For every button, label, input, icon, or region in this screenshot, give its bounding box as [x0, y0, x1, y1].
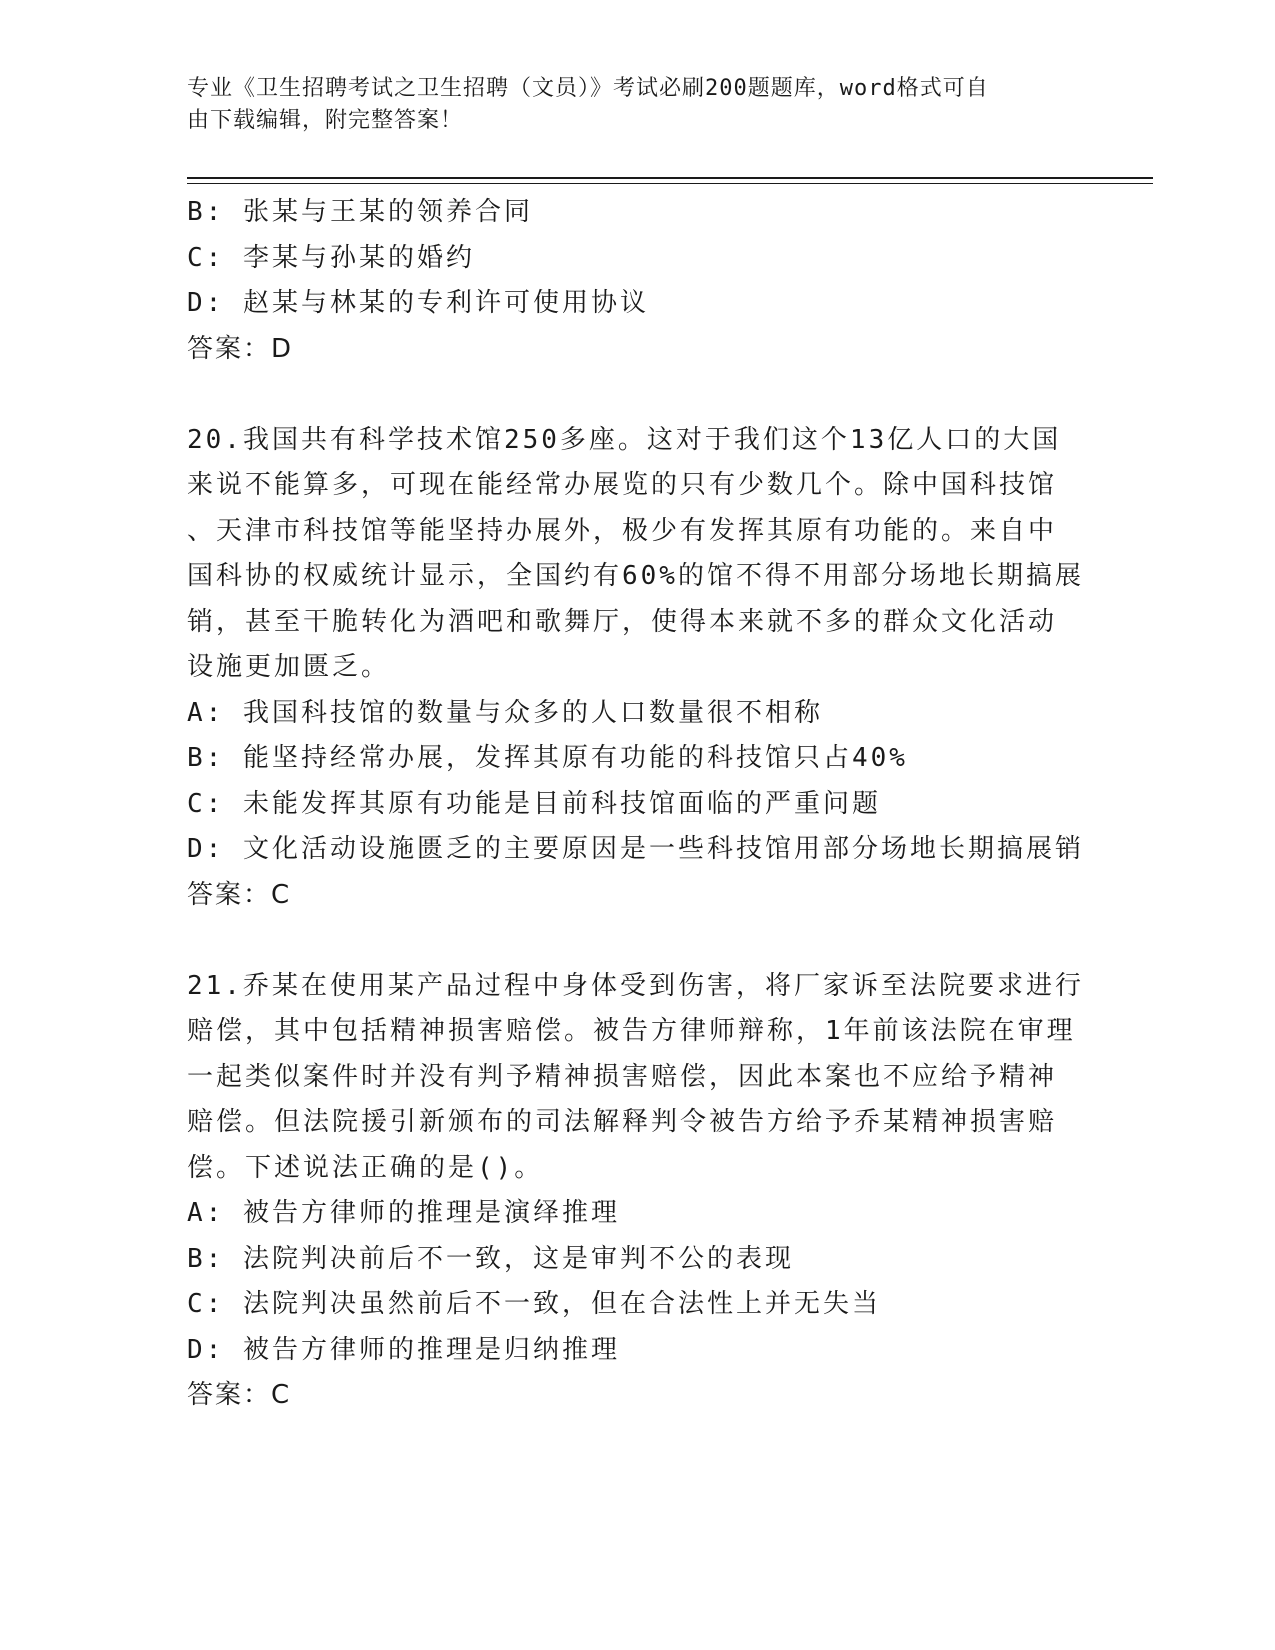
question-stem-line: 国科协的权威统计显示，全国约有60%的馆不得不用部分场地长期搞展	[187, 561, 1084, 591]
question-stem-line: 设施更加匮乏。	[187, 652, 391, 682]
header-divider-thick	[187, 177, 1153, 179]
option-a: A: 被告方律师的推理是演绎推理	[187, 1198, 620, 1228]
header-divider-thin	[187, 183, 1153, 184]
option-a: A: 我国科技馆的数量与众多的人口数量很不相称	[187, 697, 823, 728]
spacer	[187, 918, 1087, 964]
question-stem-line: 来说不能算多，可现在能经常办展览的只有少数几个。除中国科技馆	[187, 470, 1058, 500]
spacer	[187, 372, 1087, 418]
option-c: C: 法院判决虽然前后不一致，但在合法性上并无失当	[187, 1289, 881, 1319]
option-c: C: 李某与孙某的婚约	[187, 242, 475, 273]
option-b: B: 法院判决前后不一致，这是审判不公的表现	[187, 1243, 794, 1274]
question-stem-line: 21.乔某在使用某产品过程中身体受到伤害，将厂家诉至法院要求进行	[187, 970, 1084, 1001]
answer-label: 答案：C	[187, 879, 292, 910]
option-b: B: 张某与王某的领养合同	[187, 197, 533, 227]
option-b: B: 能坚持经常办展，发挥其原有功能的科技馆只占40%	[187, 743, 908, 773]
header-line-1: 专业《卫生招聘考试之卫生招聘（文员）》考试必刷200题题库，word格式可自	[187, 76, 989, 101]
question-stem-line: 销，甚至干脆转化为酒吧和歌舞厅，使得本来就不多的群众文化活动	[187, 606, 1058, 637]
question-21	[187, 964, 1087, 1419]
question-stem-line: 赔偿。但法院援引新颁布的司法解释判令被告方给予乔某精神损害赔	[187, 1107, 1058, 1137]
question-stem-line: 偿。下述说法正确的是()。	[187, 1152, 544, 1183]
document-header	[187, 73, 1067, 137]
option-c: C: 未能发挥其原有功能是目前科技馆面临的严重问题	[187, 788, 881, 819]
question-stem-line: 20.我国共有科学技术馆250多座。这对于我们这个13亿人口的大国	[187, 424, 1062, 455]
header-line-2: 由下载编辑，附完整答案！	[187, 108, 464, 133]
option-d: D: 文化活动设施匮乏的主要原因是一些科技馆用部分场地长期搞展销	[187, 834, 1084, 864]
question-stem-line: 赔偿，其中包括精神损害赔偿。被告方律师辩称，1年前该法院在审理	[187, 1016, 1076, 1046]
question-stem-line: 、天津市科技馆等能坚持办展外，极少有发挥其原有功能的。来自中	[187, 515, 1058, 546]
option-d: D: 被告方律师的推理是归纳推理	[187, 1334, 620, 1365]
question-stem-line: 一起类似案件时并没有判予精神损害赔偿，因此本案也不应给予精神	[187, 1061, 1058, 1092]
answer-label: 答案：C	[187, 1380, 292, 1410]
question-20	[187, 418, 1087, 919]
question-19-tail	[187, 190, 1087, 372]
option-d: D: 赵某与林某的专利许可使用协议	[187, 288, 649, 318]
answer-label: 答案：D	[187, 333, 294, 364]
document-body	[187, 190, 1087, 1419]
